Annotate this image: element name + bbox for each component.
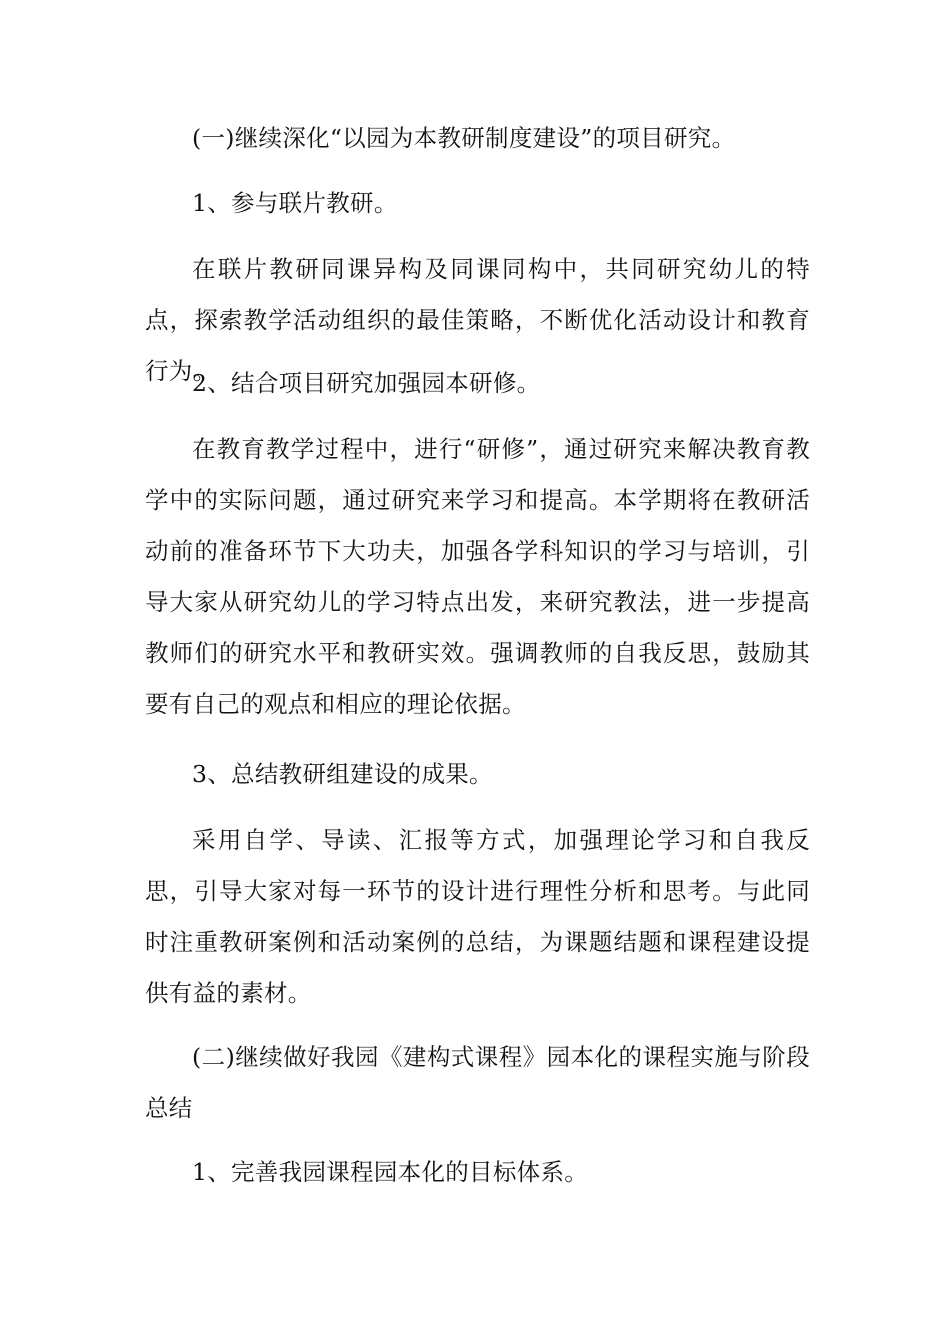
subheading-1: 1、参与联片教研。: [192, 189, 398, 217]
section-heading-2: (二)继续做好我园《建构式课程》园本化的课程实施与阶段总结: [145, 1043, 810, 1122]
subheading-4: 1、完善我园课程园本化的目标体系。: [192, 1158, 589, 1186]
subheading-2: 2、结合项目研究加强园本研修。: [192, 369, 541, 397]
body-paragraph-3: 采用自学、导读、汇报等方式，加强理论学习和自我反思，引导大家对每一环节的设计进行理性分析和思考。与此同时注重教研案例和活动案例的总结，为课题结题和课程建设提供有益的素材。: [145, 826, 810, 1007]
body-paragraph-2: 在教育教学过程中，进行“研修”，通过研究来解决教育教学中的实际问题，通过研究来学习和提高。本学期将在教研活动前的准备环节下大功夫，加强各学科知识的学习与培训，引导大家从研究幼儿的学习特点出发，来研究教法，进一步提高教师们的研究水平和教研实效。强调教师的自我反思，鼓励其要有自己的观点和相应的理论依据。: [145, 435, 810, 718]
body-paragraph-1: 在联片教研同课异构及同课同构中，共同研究幼儿的特点，探索教学活动组织的最佳策略，不断优化活动设计和教育行为。: [145, 255, 810, 385]
subheading-3: 3、总结教研组建设的成果。: [192, 760, 493, 788]
section-heading-1: (一)继续深化“以园为本教研制度建设”的项目研究。: [192, 124, 736, 152]
